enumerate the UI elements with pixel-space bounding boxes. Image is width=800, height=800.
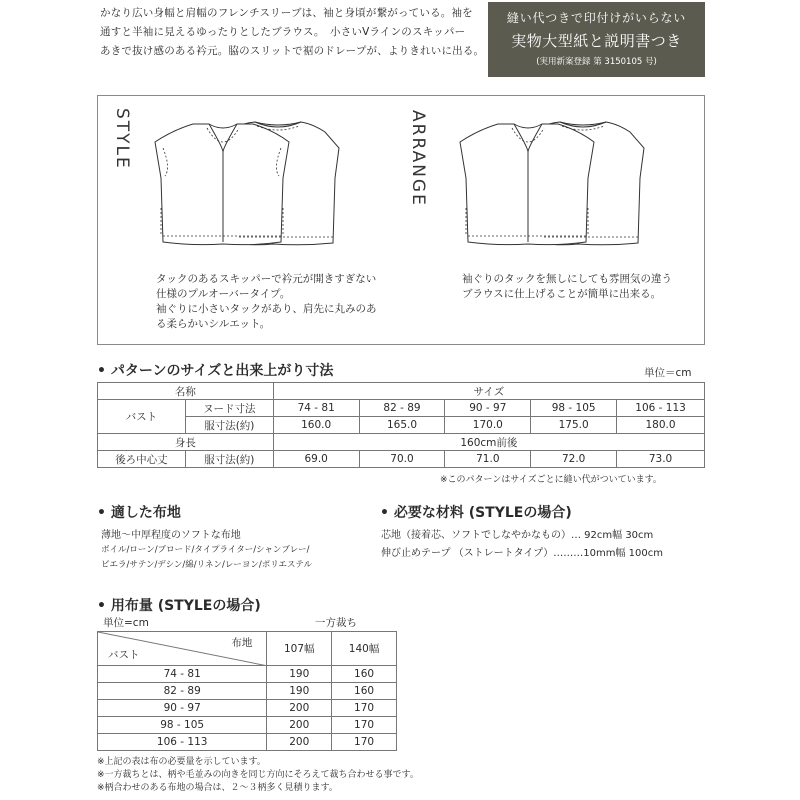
corner-cell <box>98 632 267 666</box>
fabric-line-2: ボイル/ローン/ブロード/タイプライター/シャンブレー/ <box>101 545 310 555</box>
materials-line-2: 伸び止めテープ （ストレートタイプ）………10mm幅 100cm <box>381 548 663 559</box>
yardage-note: ※一方裁ちとは、柄や毛並みの向きを同じ方向にそろえて裁ち合わせる事です。 <box>97 770 419 780</box>
arrange-blouse-drawing <box>448 118 658 248</box>
banner-line-3: (実用新案登録 第 3150105 号) <box>536 57 657 67</box>
yardage-section-title: • 用布量 (STYLEの場合) <box>97 598 261 614</box>
col-140: 140幅 <box>332 632 397 666</box>
bust-garment-cell: 180.0 <box>617 417 705 434</box>
size-cell: 74 - 81 <box>273 400 359 417</box>
yardage-note: ※柄合わせのある布地の場合は、２〜３柄多く見積ります。 <box>97 783 338 793</box>
back-value-cell: 73.0 <box>617 451 705 468</box>
yardage-unit: 単位=cm <box>103 617 149 629</box>
back-value-cell: 71.0 <box>445 451 531 468</box>
back-label: 後ろ中心丈 <box>98 451 186 468</box>
arrange-label: ARRANGE <box>408 110 428 207</box>
arrange-caption-line: ブラウスに仕上げることが簡単に出来る。 <box>462 288 662 300</box>
table-row <box>98 632 397 666</box>
cut-label: 一方裁ち <box>315 617 357 629</box>
yardage-107: 200 <box>267 700 332 717</box>
yardage-140: 170 <box>332 734 397 751</box>
table-row <box>98 434 705 451</box>
yardage-140: 170 <box>332 700 397 717</box>
style-blouse-drawing <box>143 118 353 248</box>
back-value-cell: 69.0 <box>273 451 359 468</box>
fabric-section-title: • 適した布地 <box>97 505 181 521</box>
back-value-cell: 70.0 <box>359 451 445 468</box>
materials-line-1: 芯地（接着芯、ソフトでしなやかなもの）… 92cm幅 30cm <box>381 530 654 541</box>
yardage-size: 74 - 81 <box>98 666 267 683</box>
materials-section-title: • 必要な材料 (STYLEの場合) <box>380 505 572 521</box>
style-caption <box>156 272 377 332</box>
bust-garment-cell: 175.0 <box>531 417 617 434</box>
intro-line: あきで抜け感のある衿元。脇のスリットで裾のドレープが、よりきれいに出る。 <box>100 45 485 57</box>
pattern-banner <box>488 2 705 77</box>
table-row <box>98 734 397 751</box>
yardage-size: 98 - 105 <box>98 717 267 734</box>
size-cell: 82 - 89 <box>359 400 445 417</box>
style-caption-line: 仕様のプルオーバータイプ。 <box>156 288 291 300</box>
header-name: 名称 <box>98 383 274 400</box>
size-table <box>97 382 705 468</box>
yardage-107: 190 <box>267 666 332 683</box>
style-caption-line: る柔らかいシルエット。 <box>156 318 271 330</box>
table-row <box>98 400 705 417</box>
yardage-140: 160 <box>332 666 397 683</box>
bust-garment-cell: 165.0 <box>359 417 445 434</box>
yardage-140: 160 <box>332 683 397 700</box>
arrange-caption-line: 袖ぐりのタックを無しにしても雰囲気の違う <box>462 273 672 285</box>
size-cell: 98 - 105 <box>531 400 617 417</box>
back-value-cell: 72.0 <box>531 451 617 468</box>
style-caption-line: 袖ぐりに小さいタックがあり、肩先に丸みのあ <box>156 303 377 315</box>
size-note: ※このパターンはサイズごとに縫い代がついています。 <box>440 475 662 485</box>
corner-fabric-label: 布地 <box>231 637 253 649</box>
table-row <box>98 717 397 734</box>
table-row <box>98 451 705 468</box>
style-label: STYLE <box>112 108 132 170</box>
fabric-line-3: ビエラ/サテン/デシン/綿/リネン/レーヨン/ポリエステル <box>101 560 312 570</box>
size-section-title: • パターンのサイズと出来上がり寸法 <box>97 363 334 379</box>
intro-text <box>100 4 485 61</box>
bust-label: バスト <box>98 400 186 434</box>
yardage-size: 90 - 97 <box>98 700 267 717</box>
height-label: 身長 <box>98 434 274 451</box>
table-row <box>98 700 397 717</box>
style-caption-line: タックのあるスキッパーで衿元が開きすぎない <box>156 273 377 285</box>
height-value: 160cm前後 <box>273 434 704 451</box>
col-107: 107幅 <box>267 632 332 666</box>
yardage-table <box>97 631 397 751</box>
header-size: サイズ <box>273 383 704 400</box>
yardage-140: 170 <box>332 717 397 734</box>
size-unit: 単位＝cm <box>644 367 692 379</box>
yardage-107: 190 <box>267 683 332 700</box>
bust-garment-cell: 160.0 <box>273 417 359 434</box>
yardage-size: 82 - 89 <box>98 683 267 700</box>
yardage-size: 106 - 113 <box>98 734 267 751</box>
intro-line: 通すと半袖に見えるゆったりとしたブラウス。 小さいVラインのスキッパー <box>100 26 466 38</box>
table-row <box>98 417 705 434</box>
garment-label: 服寸法(約) <box>185 417 273 434</box>
bust-garment-cell: 170.0 <box>445 417 531 434</box>
yardage-107: 200 <box>267 717 332 734</box>
banner-line-2: 実物大型紙と説明書つき <box>511 32 682 50</box>
table-row <box>98 683 397 700</box>
nude-label: ヌード寸法 <box>185 400 273 417</box>
table-row <box>98 666 397 683</box>
intro-line: かなり広い身幅と肩幅のフレンチスリーブは、袖と身頃が繋がっている。袖を <box>100 7 473 19</box>
size-cell: 90 - 97 <box>445 400 531 417</box>
arrange-caption <box>462 272 672 302</box>
size-cell: 106 - 113 <box>617 400 705 417</box>
banner-line-1: 縫い代つきで印付けがいらない <box>506 11 687 25</box>
yardage-107: 200 <box>267 734 332 751</box>
yardage-note: ※上記の表は布の必要量を示しています。 <box>97 757 266 767</box>
back-garment-label: 服寸法(約) <box>185 451 273 468</box>
table-row <box>98 383 705 400</box>
illustration-panel <box>97 95 705 345</box>
fabric-line-1: 薄地〜中厚程度のソフトな布地 <box>101 530 241 541</box>
corner-bust-label: バスト <box>108 649 140 661</box>
